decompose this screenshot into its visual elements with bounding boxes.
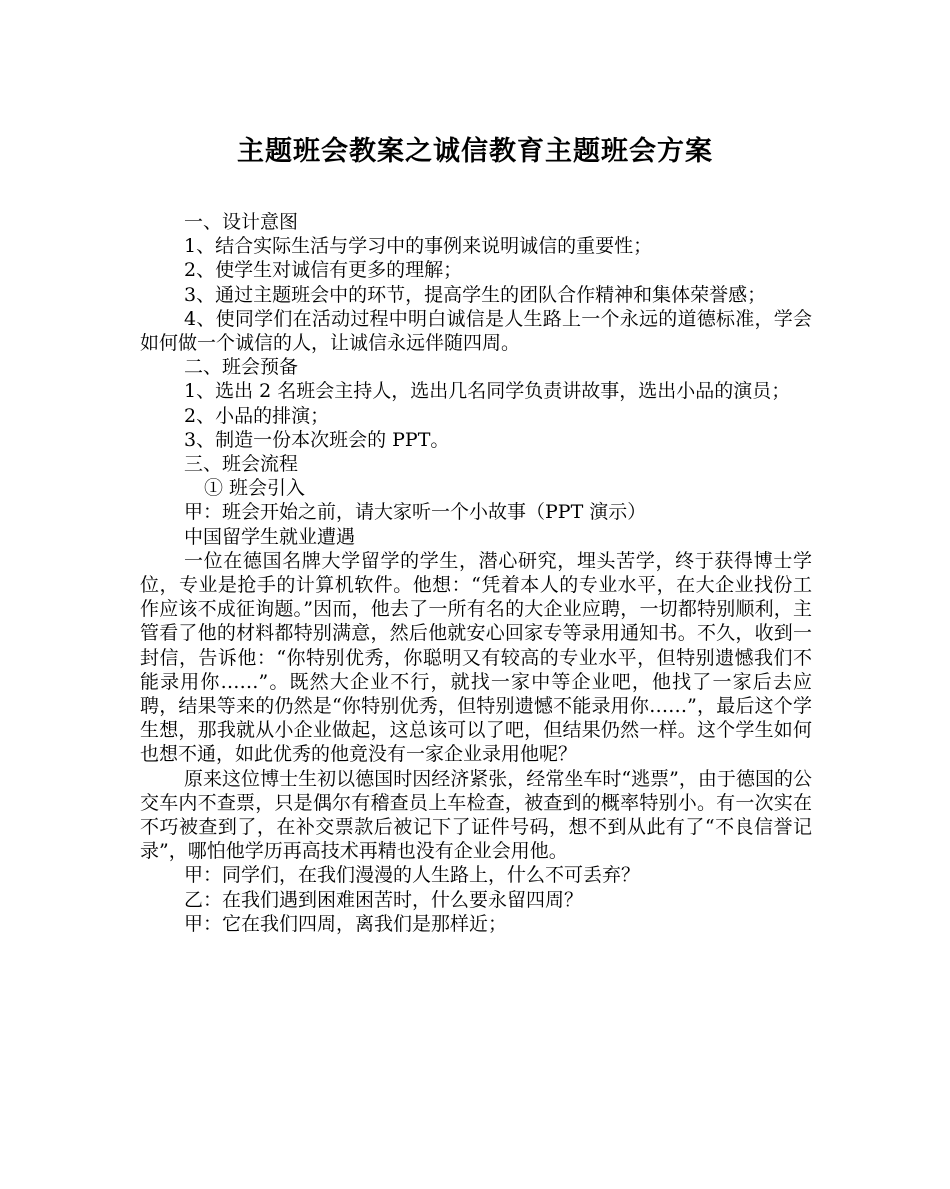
paragraph: 1、结合实际生活与学习中的事例来说明诚信的重要性；	[184, 235, 653, 258]
paragraph: 2、使学生对诚信有更多的理解；	[184, 259, 463, 282]
story-paragraph: 原来这位博士生初以德国时因经济紧张，经常坐车时“逃票”，由于德国的公交车内不查票，只是偶尔有稽查员上车检查，被查到的概率特别小。有一次实在不巧被查到了，在补交票款后被记下了证件号码，想不到从此有了“不良信誉记录”，哪怕他学历再高技术再精也没有企业会用他。	[140, 767, 812, 863]
dialogue-line: 甲：班会开始之前，请大家听一个小故事（PPT 演示）	[184, 501, 647, 524]
dialogue-line: 乙：在我们遇到困难困苦时，什么要永留四周？	[184, 888, 584, 911]
document-body	[140, 210, 812, 936]
paragraph: 4、使同学们在活动过程中明白诚信是人生路上一个永远的道德标准，学会如何做一个诚信的人，让诚信永远伴随四周。	[140, 307, 812, 355]
section-heading-design-intent: 一、设计意图	[184, 211, 299, 233]
section-heading-preparation: 二、班会预备	[184, 356, 299, 379]
story-title: 中国留学生就业遭遇	[184, 525, 356, 548]
story-paragraph: 一位在德国名牌大学留学的学生，潜心研究，埋头苦学，终于获得博士学位，专业是抢手的计算机软件。他想：“凭着本人的专业水平，在大企业找份工作应该不成征询题。”因而，他去了一所有名的大企业应聘，一切都特别顺利，主管看了他的材料都特别满意，然后他就安心回家专等录用通知书。不久，收到一封信，告诉他：“你特别优秀，你聪明又有较高的专业水平，但特别遗憾我们不能录用你……”。既然大企业不行，就找一家中等企业吧，他找了一家后去应聘，结果等来的仍然是“你特别优秀，但特别遗憾不能录用你……”，最后这个学生想，那我就从小企业做起，这总该可以了吧，但结果仍然一样。这个学生如何也想不通，如此优秀的他竟没有一家企业录用他呢？	[140, 549, 812, 766]
section-heading-procedure: 三、班会流程	[184, 453, 299, 476]
paragraph: 2、小品的排演；	[184, 404, 330, 427]
document-title: 主题班会教案之诚信教育主题班会方案	[237, 136, 713, 167]
paragraph: 3、制造一份本次班会的 PPT。	[184, 428, 450, 451]
paragraph: 3、通过主题班会中的环节，提高学生的团队合作精神和集体荣誉感；	[184, 283, 767, 306]
subsection-heading-intro: ① 班会引入	[204, 477, 306, 500]
dialogue-line: 甲：它在我们四周，离我们是那样近；	[184, 912, 508, 935]
dialogue-line: 甲：同学们，在我们漫漫的人生路上，什么不可丢弃？	[184, 864, 641, 887]
paragraph: 1、选出 2 名班会主持人，选出几名同学负责讲故事，选出小品的演员；	[184, 380, 791, 403]
